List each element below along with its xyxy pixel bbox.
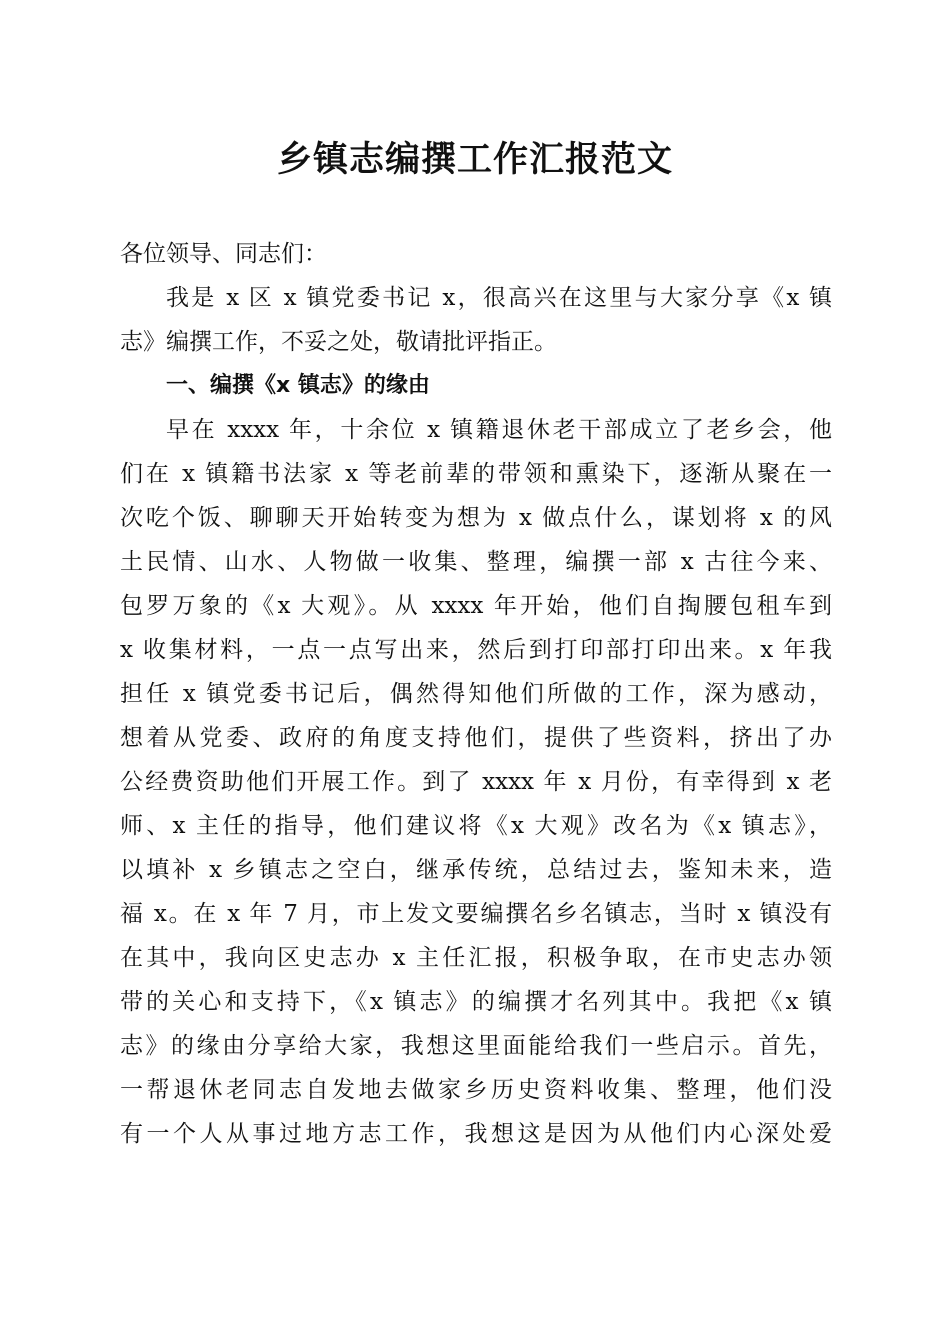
body-line: x 收集材料，一点一点写出来，然后到打印部打印出来。x 年我 <box>120 637 832 663</box>
body-line: 早在 xxxx 年，十余位 x 镇籍退休老干部成立了老乡会，他 <box>166 417 832 443</box>
body-line: 包罗万象的《x 大观》。从 xxxx 年开始，他们自掏腰包租车到 <box>120 593 832 619</box>
body-line: 志》的缘由分享给大家，我想这里面能给我们一些启示。首先， <box>120 1033 832 1059</box>
document-title: 乡镇志编撰工作汇报范文 <box>276 139 673 180</box>
body-line: 土民情、山水、人物做一收集、整理，编撰一部 x 古往今来、 <box>120 549 832 575</box>
body-line: 一帮退休老同志自发地去做家乡历史资料收集、整理，他们没 <box>120 1077 832 1103</box>
body-line: 次吃个饭、聊聊天开始转变为想为 x 做点什么，谋划将 x 的风 <box>120 505 832 531</box>
intro-line: 志》编撰工作，不妥之处，敬请批评指正。 <box>120 329 557 355</box>
body-line: 以填补 x 乡镇志之空白，继承传统，总结过去，鉴知未来，造 <box>120 857 832 883</box>
section-heading: 一、编撰《x 镇志》的缘由 <box>166 373 430 398</box>
body-line: 有一个人从事过地方志工作，我想这是因为从他们内心深处爱 <box>120 1121 832 1147</box>
body-line: 在其中，我向区史志办 x 主任汇报，积极争取，在市史志办领 <box>120 945 832 971</box>
salutation: 各位领导、同志们： <box>120 241 327 267</box>
body-line: 公经费资助他们开展工作。到了 xxxx 年 x 月份，有幸得到 x 老 <box>120 769 832 795</box>
body-line: 福 x。在 x 年 7 月，市上发文要编撰名乡名镇志，当时 x 镇没有 <box>120 901 832 927</box>
body-line: 们在 x 镇籍书法家 x 等老前辈的带领和熏染下，逐渐从聚在一 <box>120 461 832 487</box>
body-line: 担任 x 镇党委书记后，偶然得知他们所做的工作，深为感动， <box>120 681 832 707</box>
body-line: 想着从党委、政府的角度支持他们，提供了些资料，挤出了办 <box>120 725 832 751</box>
intro-line: 我是 x 区 x 镇党委书记 x，很高兴在这里与大家分享《x 镇 <box>166 285 832 311</box>
body-line: 师、x 主任的指导，他们建议将《x 大观》改名为《x 镇志》， <box>120 813 832 839</box>
body-line: 带的关心和支持下，《x 镇志》的编撰才名列其中。我把《x 镇 <box>120 989 832 1015</box>
